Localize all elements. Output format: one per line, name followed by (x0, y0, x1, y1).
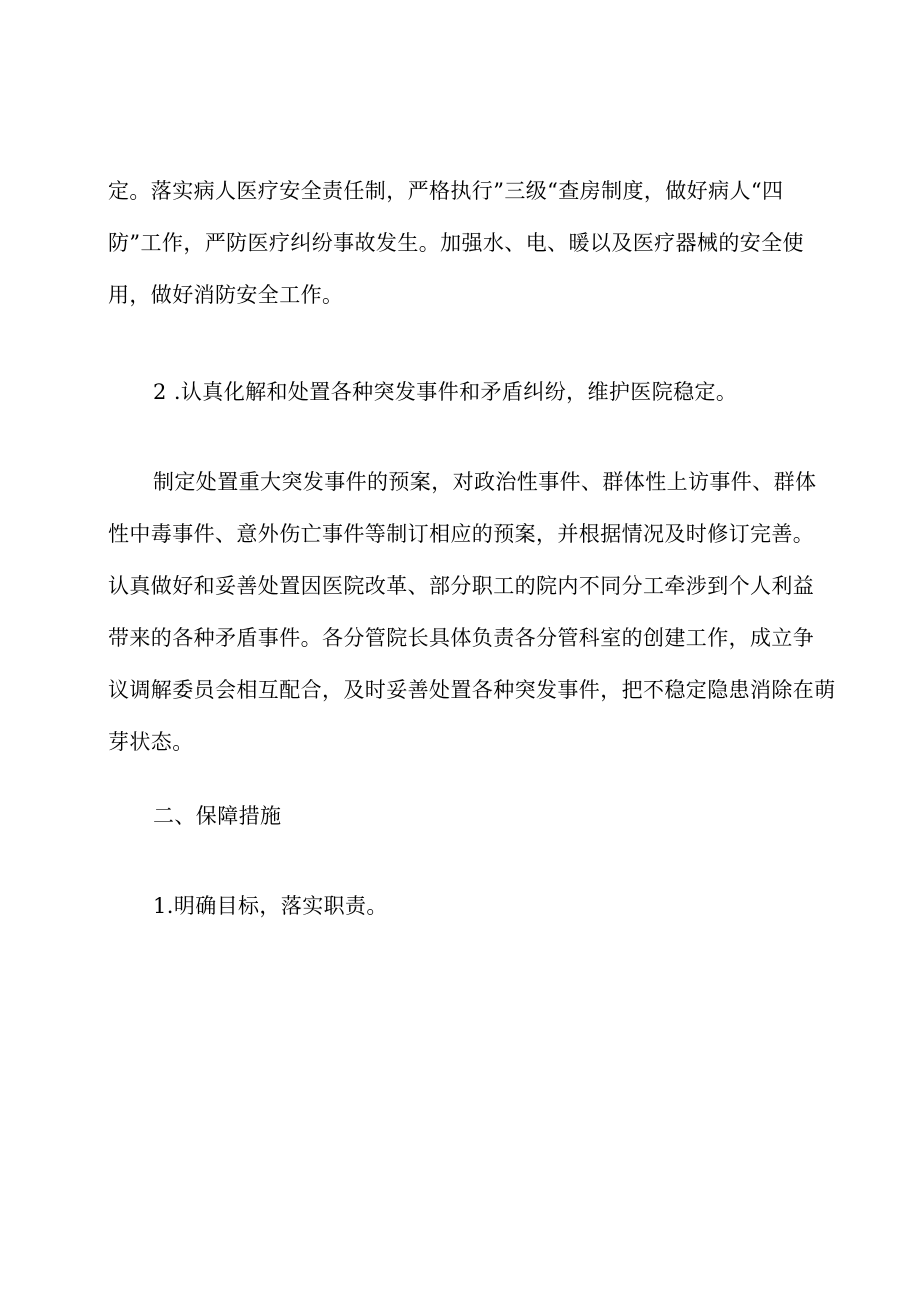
text-line: 性中毒事件、意外伤亡事件等制订相应的预案，并根据情况及时修订完善。 (108, 522, 815, 546)
text-line: 定。落实病人医疗安全责任制，严格执行”三级“查房制度，做好病人“四 (108, 179, 784, 203)
text-line: 带来的各种矛盾事件。各分管院长具体负责各分管科室的创建工作，成立争 (108, 626, 815, 650)
text-line: 芽状态。 (108, 730, 194, 754)
heading-item-2 (108, 366, 820, 418)
text-line: 防”工作，严防医疗纠纷事故发生。加强水、电、暖以及医疗器械的安全使 (108, 231, 804, 255)
paragraph-safety-responsibility (108, 165, 820, 321)
text-line: 用，做好消防安全工作。 (108, 283, 344, 307)
text-line: 制定处置重大突发事件的预案，对政治性事件、群体性上访事件、群体 (153, 470, 817, 494)
text-line: 1.明确目标，落实职责。 (153, 894, 388, 918)
text-line: 议调解委员会相互配合，及时妥善处置各种突发事件，把不稳定隐患消除在萌 (108, 678, 836, 702)
text-line: 2 .认真化解和处置各种突发事件和矛盾纠纷，维护医院稳定。 (153, 380, 738, 404)
text-line: 认真做好和妥善处置因医院改革、部分职工的院内不同分工牵涉到个人利益 (108, 574, 815, 598)
text-line: 二、保障措施 (153, 804, 282, 828)
section-heading-safeguards (108, 790, 820, 842)
paragraph-emergency-plan (108, 456, 836, 768)
heading-item-1 (108, 880, 820, 932)
